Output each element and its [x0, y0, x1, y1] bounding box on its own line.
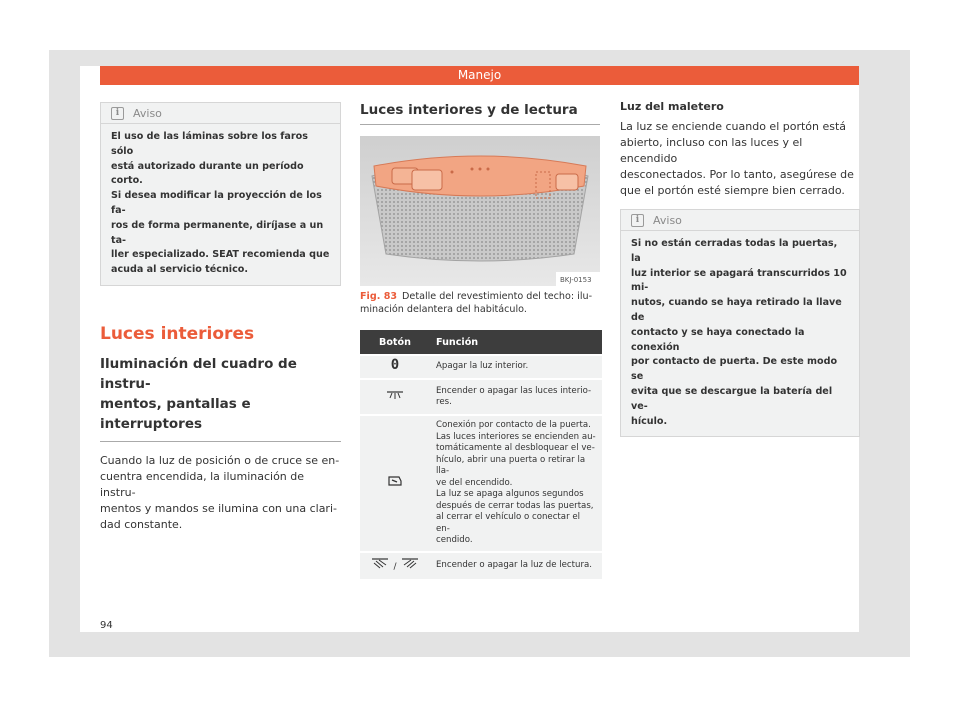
para-line: que el portón esté siempre bien cerrado. [620, 184, 845, 197]
subsection-heading: Luz del maletero [620, 100, 724, 113]
notice-text [621, 231, 859, 436]
ceiling-light-figure [360, 136, 600, 286]
notice-line: El uso de las láminas sobre los faros sólo [111, 131, 308, 157]
para-line: cuentra encendida, la iluminación de instru- [100, 469, 305, 499]
notice-header [101, 103, 340, 124]
figure-number: Fig. 83 [360, 291, 398, 302]
function-line: tomáticamente al desbloquear el ve- [436, 443, 595, 453]
notice-text [101, 124, 340, 285]
page-number: 94 [100, 620, 113, 631]
function-cell [430, 553, 602, 579]
table-header-row [360, 330, 602, 354]
figure-caption [360, 291, 600, 316]
notice-line: Si no están cerradas todas la puertas, la [631, 238, 838, 264]
para-line: La luz se enciende cuando el portón está [620, 120, 847, 133]
para-line: abierto, incluso con las luces y el encendido [620, 136, 803, 165]
notice-line: evita que se descargue la batería del ve- [631, 385, 833, 412]
notice-line: acuda al servicio técnico. [111, 264, 248, 276]
button-cell [360, 553, 430, 579]
function-line: hículo, abrir una puerta o retirar la lla- [436, 454, 586, 476]
function-line: ve del encendido. [436, 477, 513, 488]
reading-light-icon [371, 557, 389, 569]
section-header: Manejo [100, 66, 859, 85]
notice-line: ller especializado. SEAT recomienda que [111, 249, 330, 261]
button-cell [360, 416, 430, 551]
button-function-table [360, 328, 602, 581]
section-heading: Luces interiores [100, 323, 255, 344]
notice-line: Si desea modificar la proyección de los fa- [111, 190, 322, 216]
notice-box [100, 102, 341, 286]
function-cell [430, 356, 602, 378]
icon-separator: / [393, 562, 397, 573]
button-cell [360, 356, 430, 378]
divider [360, 124, 600, 125]
reading-light-icon [401, 557, 419, 569]
function-line: después de cerrar todas las puertas, [436, 500, 594, 511]
function-line: al cerrar el vehículo o conectar el en- [436, 512, 581, 534]
door-contact-icon [387, 475, 403, 487]
function-line: Las luces interiores se encienden au- [436, 431, 596, 442]
subsection-heading: Luces interiores y de lectura [360, 102, 578, 118]
function-cell [430, 380, 602, 414]
ceiling-light-illustration [360, 136, 600, 286]
left-column [100, 102, 341, 533]
para-line: dad constante. [100, 517, 183, 531]
middle-column [360, 100, 600, 125]
function-line: Conexión por contacto de la puerta. [436, 420, 591, 430]
table-row [360, 416, 602, 551]
header-boton: Botón [360, 330, 430, 354]
notice-title: Aviso [133, 106, 162, 120]
notice-line: nutos, cuando se haya retirado la llave de [631, 297, 842, 323]
para-line: desconectados. Por lo tanto, asegúrese de [620, 168, 854, 181]
info-icon: i [631, 214, 644, 227]
function-line: La luz se apaga algunos segundos [436, 489, 584, 499]
notice-header [621, 210, 859, 231]
function-line: Encender o apagar las luces interio- [436, 385, 592, 396]
function-line: Encender o apagar la luz de lectura. [436, 559, 592, 570]
notice-line: ros de forma permanente, diríjase a un ta- [111, 219, 324, 246]
function-line: res. [436, 397, 452, 407]
zero-symbol: 0 [390, 357, 400, 374]
caption-line: minación delantera del habitáculo. [360, 303, 527, 315]
notice-line: está autorizado durante un período corto. [111, 160, 304, 187]
notice-box [620, 209, 860, 437]
function-cell [430, 416, 602, 551]
notice-line: contacto y se haya conectado la conexión [631, 326, 805, 353]
function-line: Apagar la luz interior. [436, 361, 529, 372]
interior-light-icon [386, 390, 404, 400]
subheading-line: mentos, pantallas e interruptores [100, 395, 251, 432]
function-line: cendido. [436, 535, 473, 545]
header-funcion: Función [430, 330, 602, 354]
table-row [360, 356, 602, 378]
body-paragraph [100, 453, 341, 533]
body-paragraph [620, 119, 860, 199]
table-row [360, 553, 602, 579]
caption-line [360, 291, 600, 304]
para-line: Cuando la luz de posición o de cruce se en- [100, 453, 340, 467]
figure-code: BKJ-0153 [560, 276, 592, 284]
info-icon: i [111, 107, 124, 120]
notice-line: hículo. [631, 415, 668, 427]
button-cell [360, 380, 430, 414]
subheading-line: Iluminación del cuadro de instru- [100, 355, 297, 392]
caption-text: Detalle del revestimiento del techo: ilu- [402, 291, 593, 302]
right-column [620, 100, 860, 437]
para-line: mentos y mandos se ilumina con una clari- [100, 501, 337, 515]
table-row [360, 380, 602, 414]
notice-line: luz interior se apagará transcurridos 10 mi- [631, 267, 847, 294]
notice-title: Aviso [653, 213, 682, 227]
notice-line: por contacto de puerta. De este modo se [631, 356, 838, 383]
button-function-table-wrap [360, 328, 602, 581]
subsection-heading [100, 354, 341, 434]
